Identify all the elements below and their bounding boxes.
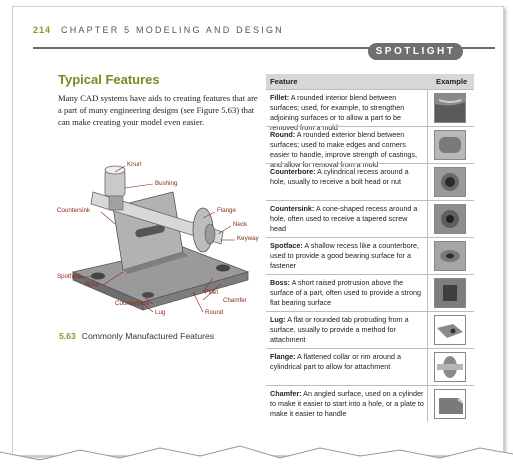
round-example-image: [434, 130, 466, 160]
label-knurl: Knurl: [127, 161, 142, 168]
feature-name: Round:: [270, 130, 296, 139]
book-page: [12, 6, 504, 456]
table-row: [266, 274, 474, 311]
label-fillet: Fillet: [205, 289, 219, 296]
feature-name: Counterbore:: [270, 167, 316, 176]
page-number: 214: [33, 25, 52, 35]
running-header: [33, 25, 284, 35]
table-row: [266, 126, 474, 169]
feature-desc: A flattened collar or rim around a cylindrical part to allow for attachment: [270, 352, 402, 371]
label-chamfer: Chamfer: [223, 297, 247, 304]
label-countersink: Countersink: [57, 207, 91, 214]
label-boss: Boss: [85, 281, 99, 288]
label-neck: Neck: [233, 221, 248, 228]
figure-5-63: [53, 152, 258, 327]
features-table: [266, 74, 474, 422]
table-row: [266, 163, 474, 200]
countersink-example-image: [434, 204, 466, 234]
spotface-example-image: [434, 241, 466, 271]
fillet-example-image: [434, 93, 466, 123]
torn-page-edge: [0, 438, 513, 464]
figure-caption-text: Commonly Manufactured Features: [81, 331, 215, 341]
feature-desc: A rounded interior blend between surfaces; used, for example, to strengthen adjoining surfaces or to allow a part to be removed from a mold: [270, 93, 405, 132]
feature-desc: A short raised protrusion above the surface of a part, often used to provide a strong flat bearing surface: [270, 278, 422, 307]
table-row: [266, 311, 474, 348]
chapter-title: CHAPTER 5 MODELING AND DESIGN: [61, 25, 284, 35]
spotlight-tab: SPOTLIGHT: [368, 43, 463, 60]
label-counterbore: Counterbore: [115, 300, 150, 307]
table-row: [266, 200, 474, 237]
label-lug: Lug: [155, 309, 166, 316]
figure-caption: [59, 331, 214, 341]
feature-name: Chamfer:: [270, 389, 302, 398]
counterbore-example-image: [434, 167, 466, 197]
feature-desc: A flat or rounded tab protruding from a surface, usually to provide a method for attachment: [270, 315, 409, 344]
flange-example-image: [434, 352, 466, 382]
feature-desc: A cylindrical recess around a hole, usually to receive a bolt head or nut: [270, 167, 409, 186]
table-row: [266, 348, 474, 385]
feature-desc: A shallow recess like a counterbore, used to provide a good bearing surface for a fastener: [270, 241, 420, 270]
label-round: Round: [205, 309, 224, 316]
lug-example-image: [434, 315, 466, 345]
col-header-example: Example: [436, 77, 468, 86]
feature-name: Lug:: [270, 315, 286, 324]
label-spotface: Spotface: [57, 273, 82, 280]
label-keyway: Keyway: [237, 235, 259, 242]
feature-name: Boss:: [270, 278, 290, 287]
boss-example-image: [434, 278, 466, 308]
section-title: Typical Features: [58, 72, 160, 87]
table-header-row: [266, 74, 474, 89]
feature-desc: A rounded exterior blend between surfaces; used to make edges and corners easier to handle, improve strength of castings, and allow for removal from a mold: [270, 130, 418, 169]
table-row: [266, 237, 474, 274]
feature-name: Fillet:: [270, 93, 290, 102]
feature-name: Flange:: [270, 352, 296, 361]
feature-name: Spotface:: [270, 241, 303, 250]
feature-desc: A cone-shaped recess around a hole, often used to receive a tapered screw head: [270, 204, 418, 233]
intro-paragraph: Many CAD systems have aids to creating features that are a part of many engineering designs (see Figure 5.63) that can make creating your model even easier.: [58, 93, 258, 127]
chamfer-example-image: [434, 389, 466, 419]
feature-name: Countersink:: [270, 204, 315, 213]
label-flange: Flange: [217, 207, 236, 214]
label-bushing: Bushing: [155, 180, 178, 187]
feature-desc: An angled surface, used on a cylinder to make it easier to start into a hole, or a plate to make it easier to handle: [270, 389, 424, 418]
table-row: [266, 89, 474, 132]
table-row: [266, 385, 474, 422]
col-header-feature: Feature: [270, 77, 298, 86]
figure-number: 5.63: [59, 331, 76, 341]
